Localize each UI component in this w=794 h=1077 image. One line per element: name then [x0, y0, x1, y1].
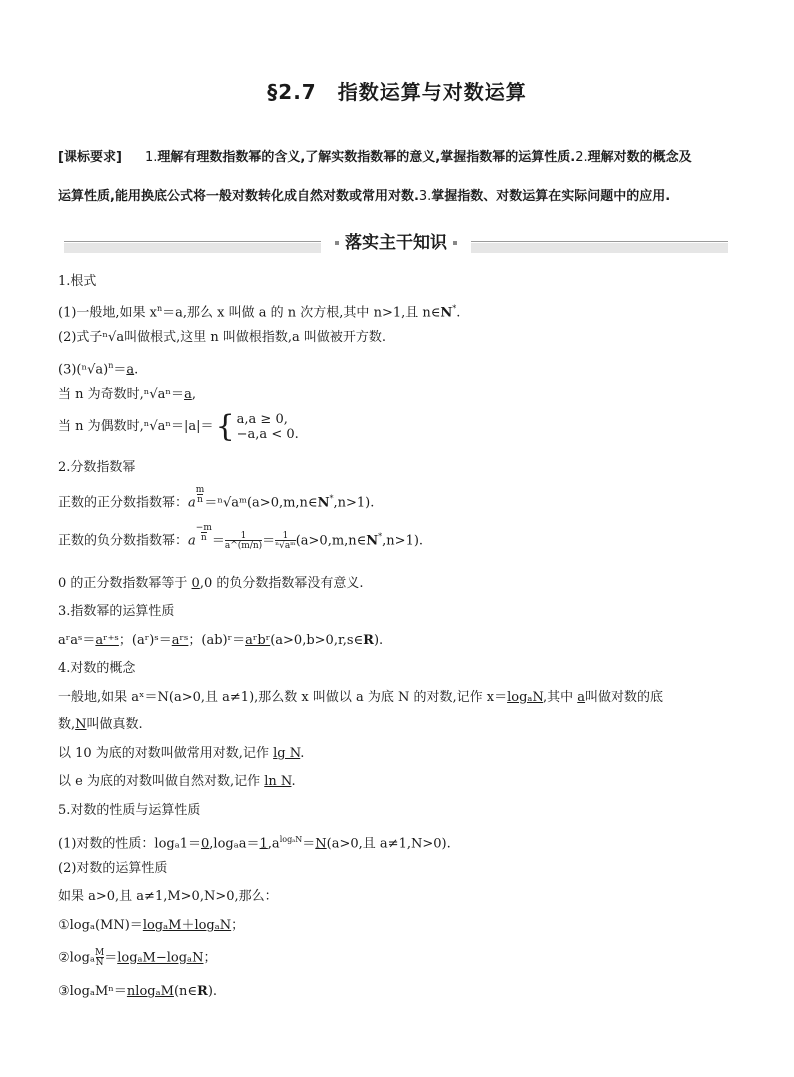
s5-paragraph-1: (1)对数的性质：$\log_a1=0,\log_aa=1,a^{log_aN}=N(a>0$,且 a≠1,N>0). — [58, 835, 451, 852]
section-4-heading: 4.对数的概念 — [58, 661, 136, 676]
s4-paragraph-4: 以 e 为底的对数叫做自然对数,记作 ln N. — [58, 774, 296, 789]
s2-paragraph-3: 0 的正分数指数幂等于 0,0 的负分数指数幂没有意义. — [58, 576, 364, 591]
s2-paragraph-1: 正数的正分数指数幂：$a\frac{m}{n}=^n√aᵐ(a>0,m,n\in N^*,n>1)$. — [58, 484, 375, 511]
s2-paragraph-2: 正数的负分数指数幂：$a\frac{-m}{n}=\frac{1}{a\^{}(m/n)}=\frac{1}{\text{ⁿ√aᵐ}}(a>0,m,n\in N^*,n>1)$. — [58, 522, 424, 551]
s1-paragraph-3: $(3)(^n√a)^n=a$. — [58, 361, 139, 378]
s5-rule-1: ①logₐ(MN)＝logₐM＋logₐN； — [58, 918, 245, 933]
s5-paragraph-2: (2)对数的运算性质 — [58, 861, 168, 876]
s3-paragraph-1: aʳaˢ＝aʳ⁺ˢ；(aʳ)ˢ＝aʳˢ；(ab)ʳ＝aʳbʳ(a>0,b>0,r,s∈R). — [58, 633, 384, 648]
curriculum-requirements-line-1: [课标要求] 1.理解有理数指数幂的含义,了解实数指数幂的意义,掌握指数幂的运算性质.2.理解对数的概念及 — [58, 150, 692, 165]
s1-paragraph-4: 当 n 为奇数时,ⁿ√aⁿ＝a, — [58, 387, 196, 402]
s1-paragraph-5: 当 n 为偶数时,ⁿ√aⁿ＝|a|＝{ a,a ≥ 0, −a,a < 0. — [58, 409, 299, 444]
s5-rule-2: $②\log_a\frac{M}{N}=\log_aM-\log_aN$； — [58, 948, 217, 968]
s4-paragraph-1: 一般地,如果 aˣ＝N(a>0,且 a≠1),那么数 x 叫做以 a 为底 N 的对数,记作 x＝logₐN,其中 a叫做对数的底 — [58, 690, 664, 705]
fraction-one-over-a-power: $\frac{1}{a\^{}(m/n)}$ — [224, 530, 263, 551]
banner-dot-icon — [453, 241, 457, 245]
page-title: §2.7 指数运算与对数运算 — [267, 80, 527, 104]
banner-dot-icon — [335, 241, 339, 245]
s5-paragraph-3: 如果 a>0,且 a≠1,M>0,N>0,那么： — [58, 889, 278, 904]
piecewise-cases: a,a ≥ 0, −a,a < 0. — [236, 412, 299, 442]
section-1-heading: 1.根式 — [58, 274, 97, 289]
fraction-one-over-root: $\frac{1}{\text{ⁿ√aᵐ}}$ — [275, 530, 296, 551]
curriculum-requirements-line-2: 运算性质,能用换底公式将一般对数转化成自然对数或常用对数.3.掌握指数、对数运算在实际问题中的应用. — [58, 189, 671, 204]
section-5-heading: 5.对数的性质与运算性质 — [58, 803, 201, 818]
s4-paragraph-2: 数,N叫做真数. — [58, 717, 143, 732]
s5-rule-3: ③logₐMⁿ＝nlogₐM(n∈R). — [58, 984, 218, 999]
s4-paragraph-3: 以 10 为底的对数叫做常用对数,记作 lg N. — [58, 746, 305, 761]
banner-label: 落实主干知识 — [345, 233, 447, 253]
fraction-neg-m-over-n: $\frac{-m}{n}$ — [195, 522, 212, 543]
s1-paragraph-1: (1)一般地,如果 $x^n=a$,那么 x 叫做 a 的 n 次方根,其中 n>1,且 n∈N*. — [58, 304, 461, 321]
fraction-M-over-N: $\frac{M}{N}$ — [94, 948, 105, 968]
left-brace-icon: { — [215, 409, 235, 444]
section-banner — [64, 228, 728, 256]
requirements-tag: [课标要求] — [58, 150, 122, 165]
section-2-heading: 2.分数指数幂 — [58, 460, 136, 475]
section-3-heading: 3.指数幂的运算性质 — [58, 604, 175, 619]
fraction-m-over-n: $\frac{m}{n}$ — [195, 484, 205, 505]
s1-paragraph-2: (2)式子ⁿ√a叫做根式,这里 n 叫做根指数,a 叫做被开方数. — [58, 330, 386, 345]
